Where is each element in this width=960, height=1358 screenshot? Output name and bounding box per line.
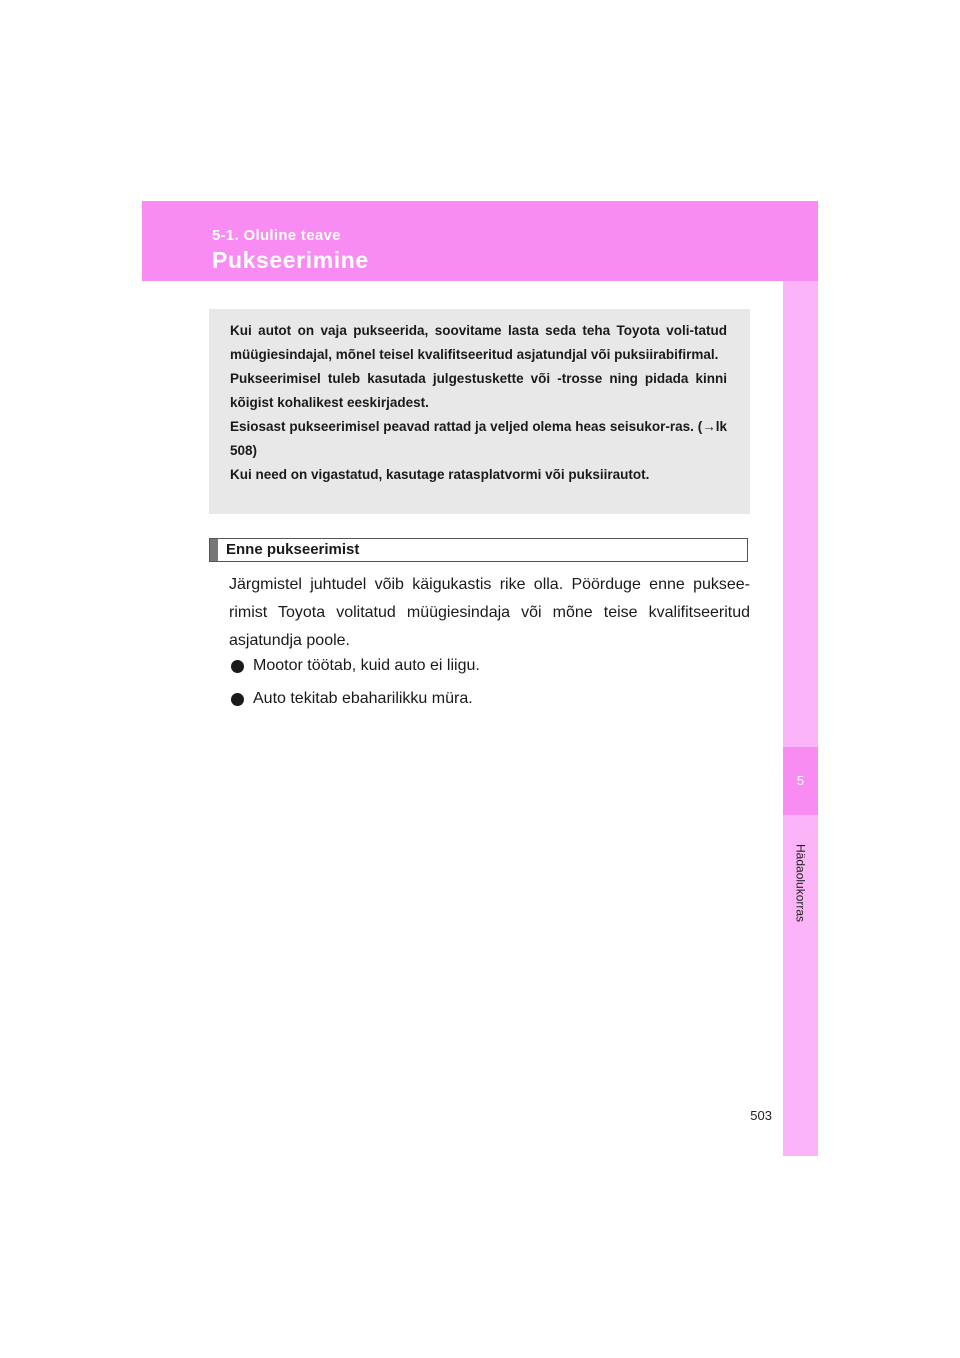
chapter-title-text: Hädaolukorras: [793, 843, 808, 923]
intro-paragraph-3: [230, 415, 727, 463]
heading-bar: [210, 539, 218, 561]
page-reference-link[interactable]: lk 508): [230, 419, 727, 458]
section-heading: [209, 538, 748, 562]
intro-paragraph-1: Kui autot on vaja pukseerida, soovitame lasta seda teha Toyota voli-tatud müügiesindajal, mõnel teisel kvalifitseeritud asjatundjal või puksiirabifirmal.: [230, 323, 727, 362]
intro-box: [209, 309, 750, 514]
intro-paragraph-2: Pukseerimisel tuleb kasutada julgestuskette või -trosse ning pidada kinni kõigist kohalikest eeskirjadest.: [230, 371, 727, 410]
bullet-icon: [231, 660, 244, 673]
reference-arrow-icon: →: [702, 419, 716, 434]
side-tab: [783, 281, 818, 1156]
chapter-title: [783, 828, 818, 938]
section-paragraph: Järgmistel juhtudel võib käigukastis rike olla. Pöörduge enne puksee-rimist Toyota volitatud müügiesindaja või mõne teise kvalifitseeritud asjatundja poole.: [229, 576, 750, 649]
list-item-text: Auto tekitab ebaharilikku müra.: [253, 690, 473, 707]
intro-paragraph-4: Kui need on vigastatud, kasutage ratasplatvormi või puksiirautot.: [230, 467, 650, 482]
intro-paragraph-3-text: Esiosast pukseerimisel peavad rattad ja veljed olema heas seisukor-ras. (: [230, 419, 703, 434]
section-label: 5-1. Oluline teave: [212, 227, 341, 244]
list-item-text: Mootor töötab, kuid auto ei liigu.: [253, 657, 480, 674]
bullet-icon: [231, 693, 244, 706]
page-number: 503: [750, 1108, 772, 1123]
chapter-tab[interactable]: [783, 747, 818, 815]
header-band: [142, 201, 818, 281]
list-item: [229, 652, 480, 680]
list-item: [229, 685, 473, 713]
chapter-number: 5: [796, 773, 805, 788]
section-heading-text: Enne pukseerimist: [226, 541, 360, 558]
page-title: Pukseerimine: [212, 247, 369, 273]
intro-text: [230, 319, 727, 487]
